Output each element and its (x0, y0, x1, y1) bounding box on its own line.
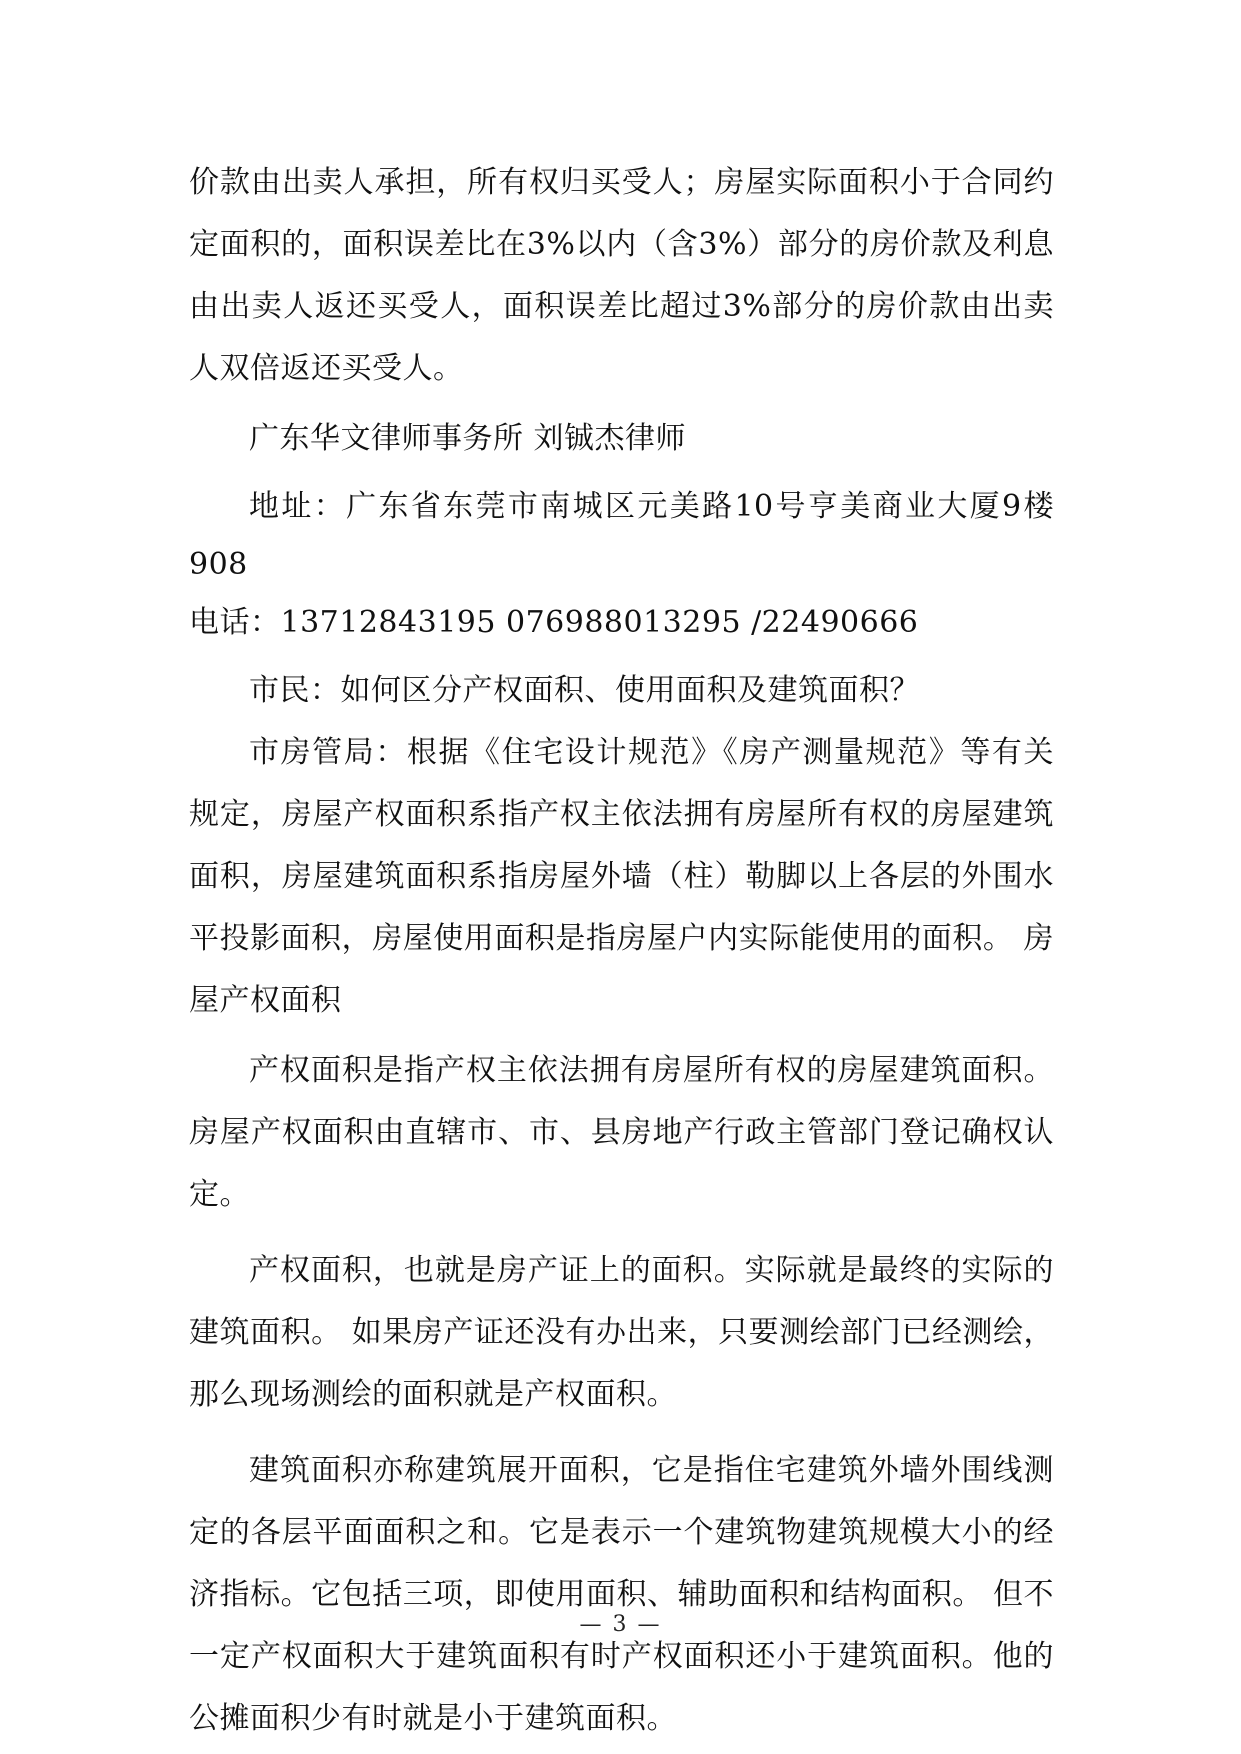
paragraph-building-area: 建筑面积亦称建筑展开面积，它是指住宅建筑外墙外围线测定的各层平面面积之和。它是表示一个建筑物建筑规模大小的经济指标。它包括三项，即使用面积、辅助面积和结构面积。 但不一定产权面积大于建筑面积有时产权面积还小于建筑面积。他的公摊面积少有时就是小于建筑面积。 (189, 1453, 1054, 1736)
paragraph-citizen-question: 市民：如何区分产权面积、使用面积及建筑面积？ (249, 673, 920, 708)
body-text (189, 152, 1054, 1750)
paragraph-law-firm: 广东华文律师事务所 刘铖杰律师 (249, 421, 687, 456)
paragraph-property-certificate-area: 产权面积，也就是房产证上的面积。实际就是最终的实际的建筑面积。 如果房产证还没有办出来，只要测绘部门已经测绘，那么现场测绘的面积就是产权面积。 (189, 1253, 1054, 1412)
paragraph-area-refund-rule: 价款由出卖人承担，所有权归买受人；房屋实际面积小于合同约定面积的，面积误差比在3%以内（含3%）部分的房价款及利息由出卖人返还买受人，面积误差比超过3%部分的房价款由出卖人双倍返还买受人。 (189, 165, 1054, 386)
paragraph-housing-bureau-answer: 市房管局：根据《住宅设计规范》《房产测量规范》等有关规定，房屋产权面积系指产权主依法拥有房屋所有权的房屋建筑面积，房屋建筑面积系指房屋外墙（柱）勒脚以上各层的外围水平投影面积，房屋使用面积是指房屋户内实际能使用的面积。 房屋产权面积 (189, 735, 1054, 1018)
paragraph-property-area-definition: 产权面积是指产权主依法拥有房屋所有权的房屋建筑面积。房屋产权面积由直辖市、市、县房地产行政主管部门登记确权认定。 (189, 1053, 1054, 1212)
paragraph-address: 地址：广东省东莞市南城区元美路10号亨美商业大厦9楼908 (189, 489, 1054, 582)
page-number: — 3 — (579, 1612, 662, 1637)
paragraph-phone: 电话：13712843195 076988013295 /22490666 (189, 605, 919, 640)
